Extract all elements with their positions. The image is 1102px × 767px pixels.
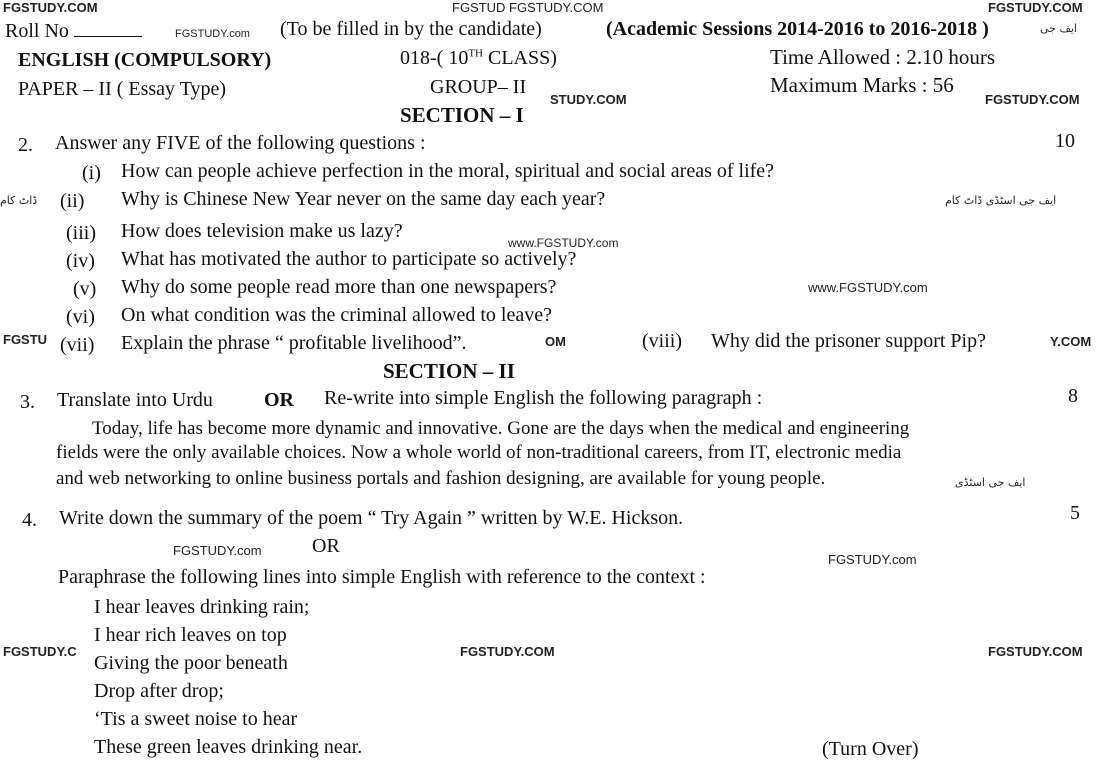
q2-item-text: Explain the phrase “ profitable livelihood”. xyxy=(121,332,467,354)
watermark-left-340: FGSTU xyxy=(3,332,48,347)
roll-note: (To be filled in by the candidate) xyxy=(280,18,542,40)
academic-sessions: (Academic Sessions 2014-2016 to 2016-2018 ) xyxy=(606,18,989,40)
q2-item-num: (iii) xyxy=(66,222,96,244)
q4-number: 4. xyxy=(22,509,37,531)
watermark-center-652: FGSTUDY.COM xyxy=(460,644,555,659)
q2-item-text: How can people achieve perfection in the moral, spiritual and social areas of life? xyxy=(121,160,775,182)
watermark-roll: FGSTUDY.com xyxy=(175,28,250,40)
q3-translate: Translate into Urdu xyxy=(57,389,213,411)
q2-item-num: (i) xyxy=(82,162,101,184)
watermark-left-548: FGSTUDY.com xyxy=(173,543,262,558)
watermark-mid: www.FGSTUDY.com xyxy=(508,236,619,250)
paragraph-line: and web networking to online business portals and fashion designing, are available for young people. xyxy=(56,468,826,489)
q2-item-num: (iv) xyxy=(66,250,95,272)
watermark-right-558: FGSTUDY.com xyxy=(828,552,917,567)
watermark-top-center: FGSTUD FGSTUDY.COM xyxy=(452,0,604,15)
watermark-right-287: www.FGSTUDY.com xyxy=(808,280,928,295)
watermark-top-right: FGSTUDY.COM xyxy=(988,0,1083,15)
q2-item-text: What has motivated the author to participate so actively? xyxy=(121,248,577,270)
q4-text: Write down the summary of the poem “ Try Again ” written by W.E. Hickson. xyxy=(59,507,684,529)
watermark-group: STUDY.COM xyxy=(550,92,627,107)
watermark-om: OM xyxy=(545,334,566,349)
q2-item-text: Why is Chinese New Year never on the same day each year? xyxy=(121,188,606,210)
q3-number: 3. xyxy=(20,391,35,413)
section-1-title: SECTION – I xyxy=(400,103,524,127)
section-2-title: SECTION – II xyxy=(383,359,515,383)
watermark-top-left: FGSTUDY.COM xyxy=(3,0,98,15)
q2-item-num: (ii) xyxy=(60,190,85,212)
q3-marks: 8 xyxy=(1068,385,1078,407)
q2-marks: 10 xyxy=(1055,130,1075,152)
poem-line: These green leaves drinking near. xyxy=(94,736,363,758)
q2-item-text: Why do some people read more than one newspapers? xyxy=(121,276,557,298)
poem-line: ‘Tis a sweet noise to hear xyxy=(94,708,298,730)
turn-over: (Turn Over) xyxy=(822,738,919,760)
q2-item-num: (v) xyxy=(73,278,97,300)
paper-label: PAPER – II ( Essay Type) xyxy=(18,78,227,100)
q2-item-text: How does television make us lazy? xyxy=(121,220,403,242)
watermark-right-98: FGSTUDY.COM xyxy=(985,92,1080,107)
group-label: GROUP– II xyxy=(430,76,527,98)
q2-item-num: (viii) xyxy=(642,330,682,352)
q4-marks: 5 xyxy=(1070,502,1080,524)
poem-line: I hear rich leaves on top xyxy=(94,624,287,646)
poem-line: I hear leaves drinking rain; xyxy=(94,596,310,618)
urdu-watermark-480: ایف جی اسٹڈی xyxy=(955,476,1026,489)
watermark-right-652: FGSTUDY.COM xyxy=(988,644,1083,659)
paraphrase-instruction: Paraphrase the following lines into simple English with reference to the context : xyxy=(58,566,706,588)
poem-line: Giving the poor beneath xyxy=(94,652,288,674)
subject-title: ENGLISH (COMPULSORY) xyxy=(18,49,272,71)
urdu-watermark-top: ایف جی xyxy=(1040,22,1077,35)
maximum-marks: Maximum Marks : 56 xyxy=(770,73,954,97)
q2-item-text: Why did the prisoner support Pip? xyxy=(711,330,986,352)
paragraph-line: Today, life has become more dynamic and innovative. Gone are the days when the medical and engineering xyxy=(92,418,910,439)
urdu-watermark-right: ایف جی اسٹڈی ڈاٹ کام xyxy=(945,194,1057,207)
q2-number: 2. xyxy=(18,134,33,156)
roll-no-line xyxy=(5,20,142,43)
poem-line: Drop after drop; xyxy=(94,680,224,702)
watermark-right-340: Y.COM xyxy=(1050,334,1092,349)
q4-or: OR xyxy=(312,535,340,557)
q2-item-num: (vi) xyxy=(66,306,95,328)
q3-or: OR xyxy=(264,389,294,411)
paragraph-line: fields were the only available choices. Now a whole world of non-traditional careers, from IT, electronic media xyxy=(56,442,902,463)
q3-rewrite: Re-write into simple English the following paragraph : xyxy=(324,387,763,409)
q2-item-text: On what condition was the criminal allowed to leave? xyxy=(121,304,552,326)
urdu-watermark-left: ڈاٹ کام xyxy=(0,194,38,207)
roll-no-label: Roll No xyxy=(5,20,69,42)
paper-code: 018-( 10TH CLASS) xyxy=(400,47,557,69)
q2-text: Answer any FIVE of the following questions : xyxy=(55,132,426,154)
watermark-left-652: FGSTUDY.C xyxy=(3,644,77,659)
q2-item-num: (vii) xyxy=(60,334,95,356)
roll-no-blank xyxy=(74,22,142,37)
time-allowed: Time Allowed : 2.10 hours xyxy=(770,45,995,69)
